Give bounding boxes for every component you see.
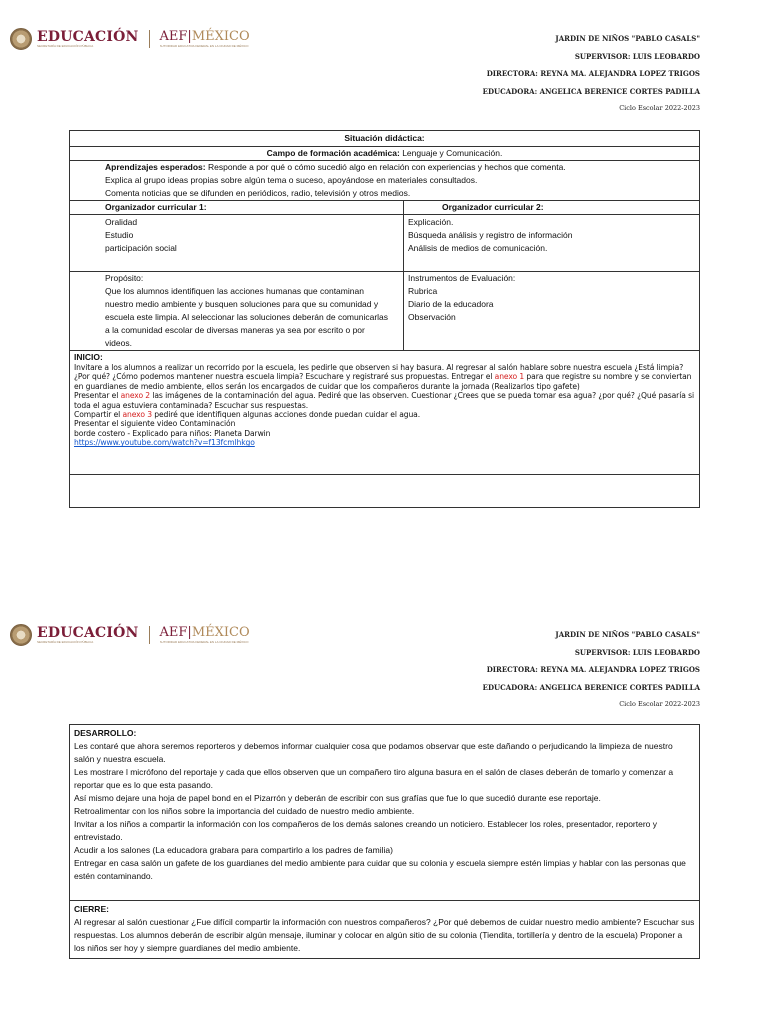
proposito-cell: Propósito: Que los alumnos identifiquen las acciones humanas que contaminan nuestro medio ambiente y busquen soluciones para que su comunidad y escuela este limpia. Al seleccionar las soluciones deberán de comunicarlas a la comunidad escolar de diversas maneras ya sea por escrito o por videos.: [70, 272, 404, 351]
educadora-line: EDUCADORA: ANGELICA BERENICE CORTES PADILLA: [482, 86, 700, 96]
inicio-label: INICIO:: [74, 352, 103, 362]
inicio-paragraph-2: Presentar el anexo 2 las imágenes de la contaminación del agua. Pediré que las observen. Cuestionar ¿Crees que se pueda tomar esa agua? ¿por qué? ¿Qué pasaría si toda el agua estuviera contaminada? Escuchar sus respuestas.: [74, 391, 694, 410]
logo-educacion-subtitle: SECRETARÍA DE EDUCACIÓN PÚBLICA: [37, 44, 94, 48]
desarrollo-line: Les mostrare l micrófono del reportaje y cada que ellos observen que un compañero tiro alguna basura en el salón de clases deberán de tomarlo y comenzar a reportar que es lo que esta pasando.: [74, 767, 674, 790]
logo-divider: [149, 626, 150, 644]
supervisor-line: SUPERVISOR: LUIS LEOBARDO: [574, 647, 700, 657]
empty-row: [70, 475, 700, 508]
logo-educacion-subtitle: SECRETARÍA DE EDUCACIÓN PÚBLICA: [37, 640, 94, 644]
logo-aef-subtitle: AUTORIDAD EDUCATIVA FEDERAL EN LA CIUDAD DE MÉXICO: [159, 44, 249, 48]
cierre-text: Al regresar al salón cuestionar ¿Fue difícil compartir la información con nuestros compañeros? ¿Por qué debemos de cuidar nuestro medio ambiente? Escuchar sus respuestas. Los alumnos deberán de escribir algún mensaje, iluminar y colocar en algún sitio de su colonia (Tiendita, tortillería y dentro de la escuela) Proponer a los niños ser hoy y siempre guardianes del medio ambiente.: [74, 917, 695, 953]
desarrollo-line: Acudir a los salones (La educadora grabara para compartirlo a los padres de familia): [74, 845, 393, 855]
situacion-didactica-table: [69, 130, 700, 508]
desarrollo-line: Retroalimentar con los niños sobre la importancia del cuidado de nuestro medio ambiente.: [74, 806, 415, 816]
school-name: JARDIN DE NIÑOS "PABLO CASALS": [555, 34, 700, 43]
inicio-paragraph-1: Invitare a los alumnos a realizar un recorrido por la escuela, les pedirle que observen si hay basura. Al regresar al salón hablare sobre nuestra escuela ¿Está limpia? ¿Por qué? ¿Cómo podemos mantener nuestra escuela limpia? Escuchare y registraré sus propuestas. Entregar el anexo 1 para que registre su nombre y se conviertan en guardianes de medio ambiente, ellos serán los encargados de cuidar que los compañeros durante la jornada (Realizarlos tipo gafete): [74, 363, 692, 391]
desarrollo-line: Invitar a los niños a compartir la información con los compañeros de los demás salones creando un noticiero. Establecer los roles, presentador, reportero y entrevistado.: [74, 819, 658, 842]
inicio-cell: [70, 351, 700, 475]
anexo-1-reference: anexo 1: [494, 372, 525, 382]
supervisor-line: SUPERVISOR: LUIS LEOBARDO: [574, 51, 700, 61]
anexo-2-reference: anexo 2: [120, 391, 151, 401]
situacion-didactica-label: Situación didáctica:: [70, 131, 700, 147]
organizador-2-label: Organizador curricular 2:: [404, 201, 700, 215]
inicio-paragraph-4: Presentar el siguiente video Contaminación: [74, 419, 236, 429]
desarrollo-cell: [70, 725, 700, 901]
directora-line: DIRECTORA: REYNA MA. ALEJANDRA LOPEZ TRIGOS: [486, 69, 700, 79]
sep-aef-logo: [10, 28, 250, 50]
ciclo-escolar: Ciclo Escolar 2022-2023: [619, 700, 700, 709]
youtube-video-link[interactable]: https://www.youtube.com/watch?v=f13fcmlhkgo: [74, 438, 255, 448]
school-header: [483, 626, 700, 714]
mexico-seal-icon: [10, 28, 32, 50]
document-page-2: [0, 596, 768, 1024]
organizador-1-label: Organizador curricular 1:: [70, 201, 404, 215]
anexo-3-reference: anexo 3: [122, 410, 152, 420]
directora-line: DIRECTORA: REYNA MA. ALEJANDRA LOPEZ TRIGOS: [486, 665, 700, 675]
sep-aef-logo: [10, 624, 250, 646]
desarrollo-line: Entregar en casa salón un gafete de los guardianes del medio ambiente para cuidar que su colonia y escuela siempre estén limpias y hablar con las personas que estén contaminando.: [74, 858, 686, 881]
logo-aef: AEF|MÉXICO: [159, 29, 250, 44]
school-header: [483, 30, 700, 118]
organizador-1-list: Oralidad Estudio participación social: [70, 215, 404, 272]
inicio-paragraph-5: borde costero - Explicado para niños: Planeta Darwin: [74, 428, 271, 438]
desarrollo-line: Les contaré que ahora seremos reporteros y debemos informar cualquier cosa que podamos observar que este dañando o perjudicando la limpieza de nuestro salón y nuestra escuela.: [74, 741, 673, 764]
instrumentos-cell: Instrumentos de Evaluación: Rubrica Diario de la educadora Observación: [404, 272, 700, 351]
logo-divider: [149, 30, 150, 48]
campo-formacion-cell: Campo de formación académica: Lenguaje y Comunicación.: [70, 147, 700, 161]
cierre-cell: [70, 901, 700, 959]
cierre-label: CIERRE:: [74, 904, 109, 914]
mexico-seal-icon: [10, 624, 32, 646]
inicio-paragraph-3: Compartir el anexo 3 pediré que identifiquen algunas acciones donde puedan cuidar el agua.: [74, 410, 421, 420]
school-name: JARDIN DE NIÑOS "PABLO CASALS": [555, 630, 700, 639]
organizador-2-list: Explicación. Búsqueda análisis y registro de información Análisis de medios de comunicación.: [404, 215, 700, 272]
aprendizajes-esperados-cell: Aprendizajes esperados: Responde a por qué o cómo sucedió algo en relación con experiencias y hechos que comenta. Explica al grupo ideas propias sobre algún tema o suceso, apoyándose en materiales consultados. Comenta noticias que se difunden en periódicos, radio, televisión y otros medios.: [70, 161, 700, 201]
logo-aef-subtitle: AUTORIDAD EDUCATIVA FEDERAL EN LA CIUDAD DE MÉXICO: [159, 640, 249, 644]
ciclo-escolar: Ciclo Escolar 2022-2023: [619, 104, 700, 113]
desarrollo-line: Así mismo dejare una hoja de papel bond en el Pizarrón y deberán de escribir con sus grafías que fue lo que sucedió durante ese reportaje.: [74, 793, 601, 803]
logo-aef: AEF|MÉXICO: [159, 625, 250, 640]
logo-educacion: EDUCACIÓN: [37, 625, 139, 641]
logo-educacion: EDUCACIÓN: [37, 29, 139, 45]
desarrollo-cierre-table: [69, 724, 700, 959]
desarrollo-label: DESARROLLO:: [74, 728, 137, 738]
educadora-line: EDUCADORA: ANGELICA BERENICE CORTES PADILLA: [482, 682, 700, 692]
